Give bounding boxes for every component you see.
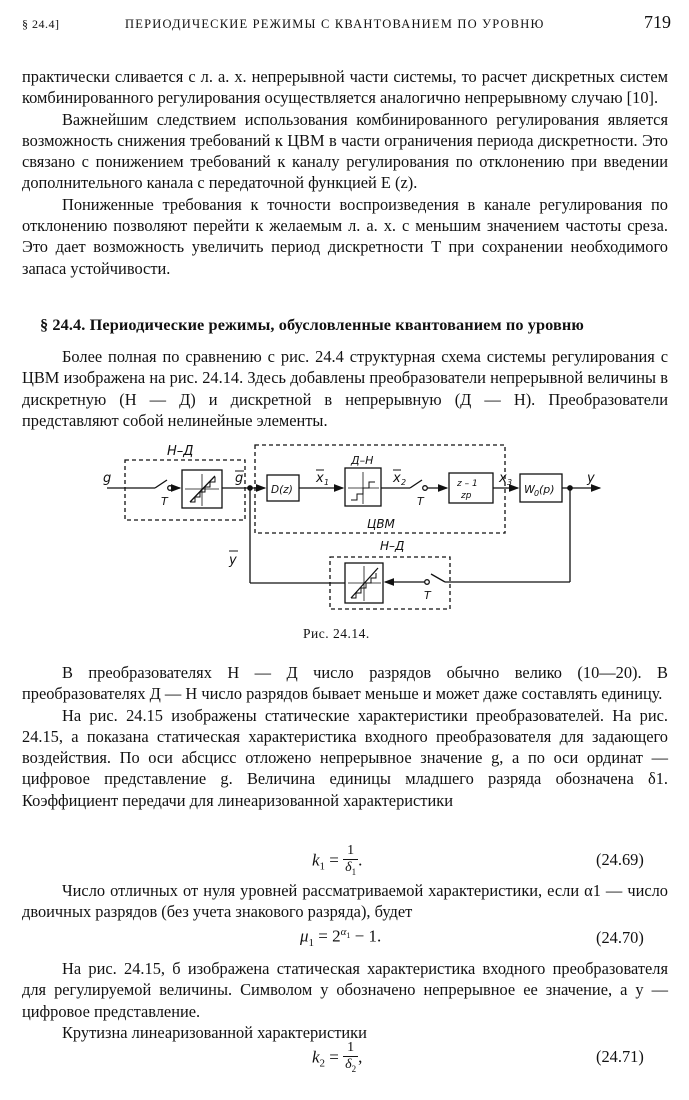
label-T3: T — [424, 589, 431, 602]
section-text — [22, 346, 668, 431]
body-text-2 — [22, 880, 668, 923]
label-dn: Д–Н — [351, 454, 374, 467]
intro-paragraph-2: Важнейшим следствием использования комбинированного регулирования является возможность снижения требований к ЦВМ в части ограничения периода дискретности. Это связано с понижением требований к каналу регулирования по отклонению при введении дополнительного канала с передаточной функцией E (z). — [22, 109, 668, 193]
label-dz: D(z) — [271, 484, 293, 496]
body-paragraph-4: На рис. 24.15, б изображена статическая характеристика входного преобразователя для регулируемой величины. Символом y обозначено непрерывное ее значение, а y — цифровое представление. — [22, 959, 668, 1021]
label-nd-bottom: Н–Д — [380, 539, 405, 553]
running-head-section: § 24.4] — [22, 17, 60, 31]
label-T2: T — [417, 495, 424, 508]
intro-text — [22, 66, 668, 279]
label-T1: T — [161, 495, 168, 508]
block-diagram — [95, 430, 615, 620]
intro-paragraph-1: практически сливается с л. а. х. непрерывной части системы, то расчет дискретных систем комбинированного регулирования осуществляется аналогично непрерывному случаю [10]. — [22, 67, 668, 108]
figure-caption: Рис. 24.14. — [303, 626, 370, 641]
label-x2: x — [393, 471, 401, 486]
equation-24-71: $k_2$ = $\frac{1}{\delta_2}$ , — [312, 1040, 363, 1074]
body-paragraph-3: Число отличных от нуля уровней рассматриваемой характеристики, если α1 — число двоичных разрядов (без учета знакового разряда), будет — [22, 881, 668, 922]
label-x1: x — [316, 471, 324, 486]
label-hold-den: zp — [461, 491, 472, 501]
label-x1-sub: 1 — [324, 478, 330, 487]
label-y: y — [587, 471, 595, 486]
body-paragraph-5: Крутизна линеаризованной характеристики — [62, 1022, 367, 1042]
equation-number-24-70: (24.70) — [596, 928, 644, 947]
label-x3: x — [499, 471, 507, 486]
label-cvm: ЦВМ — [367, 517, 395, 531]
label-nd-top: Н–Д — [167, 444, 194, 459]
label-w-sub: 0 — [534, 489, 540, 498]
sampler-switch-top — [155, 480, 167, 488]
equation-number-24-71: (24.71) — [596, 1047, 644, 1066]
equation-number-24-69: (24.69) — [596, 850, 644, 869]
label-w-arg: (p) — [539, 483, 555, 496]
sampler-contact — [168, 486, 173, 491]
page-number: 719 — [644, 12, 671, 32]
label-g: g — [103, 471, 112, 486]
running-head-title: ПЕРИОДИЧЕСКИЕ РЕЖИМЫ С КВАНТОВАНИЕМ ПО УРОВНЮ — [125, 17, 545, 31]
intro-paragraph-3: Пониженные требования к точности воспроизведения в канале регулирования по отклонению позволяют перейти к желаемым л. а. х. с меньшим значением частоты среза. Это дает возможность увеличить период дискретности T при сохранении необходимого запаса устойчивости. — [22, 194, 668, 278]
equation-24-69: $k_1$ = $\frac{1}{\delta_1}$ . — [312, 843, 363, 877]
body-text-3 — [22, 958, 668, 1043]
sampler-switch-2 — [410, 480, 422, 488]
sampler-switch-feedback — [431, 574, 445, 582]
label-w: W — [524, 483, 535, 496]
label-hold-num: z – 1 — [457, 479, 478, 489]
body-paragraph-2: На рис. 24.15 изображены статические характеристики преобразователей. На рис. 24.15, а показана статическая характеристика входного преобразователя для задающего воздействия. По оси абсцисс отложено непрерывное значение g, а по оси ординат — цифровое представление g. Величина единицы младшего разряда обозначена δ1. Коэффициент передачи для линеаризованной характеристики — [22, 705, 668, 810]
equation-24-70: $\mu_1 = 2^{\alpha_1} - 1$. — [300, 926, 382, 950]
label-x3-sub: 3 — [507, 478, 513, 487]
section-heading: § 24.4. Периодические режимы, обусловленные квантованием по уровню — [40, 315, 584, 334]
body-text-1 — [22, 662, 668, 811]
nd-converter-frame — [125, 460, 245, 520]
label-y-bar: y — [229, 553, 237, 568]
label-x2-sub: 2 — [401, 478, 407, 487]
label-g-bar: g — [235, 471, 244, 486]
section-paragraph-1: Более полная по сравнению с рис. 24.4 структурная схема системы регулирования с ЦВМ изображена на рис. 24.14. Здесь добавлены преобразователи непрерывной величины в дискретную (Н — Д) и дискретной в непрерывную (Д — Н). Преобразователи представляют собой нелинейные элементы. — [22, 347, 668, 430]
body-paragraph-1: В преобразователях Н — Д число разрядов обычно велико (10—20). В преобразователях Д — Н число разрядов бывает меньше и может даже составлять единицу. — [22, 663, 668, 704]
